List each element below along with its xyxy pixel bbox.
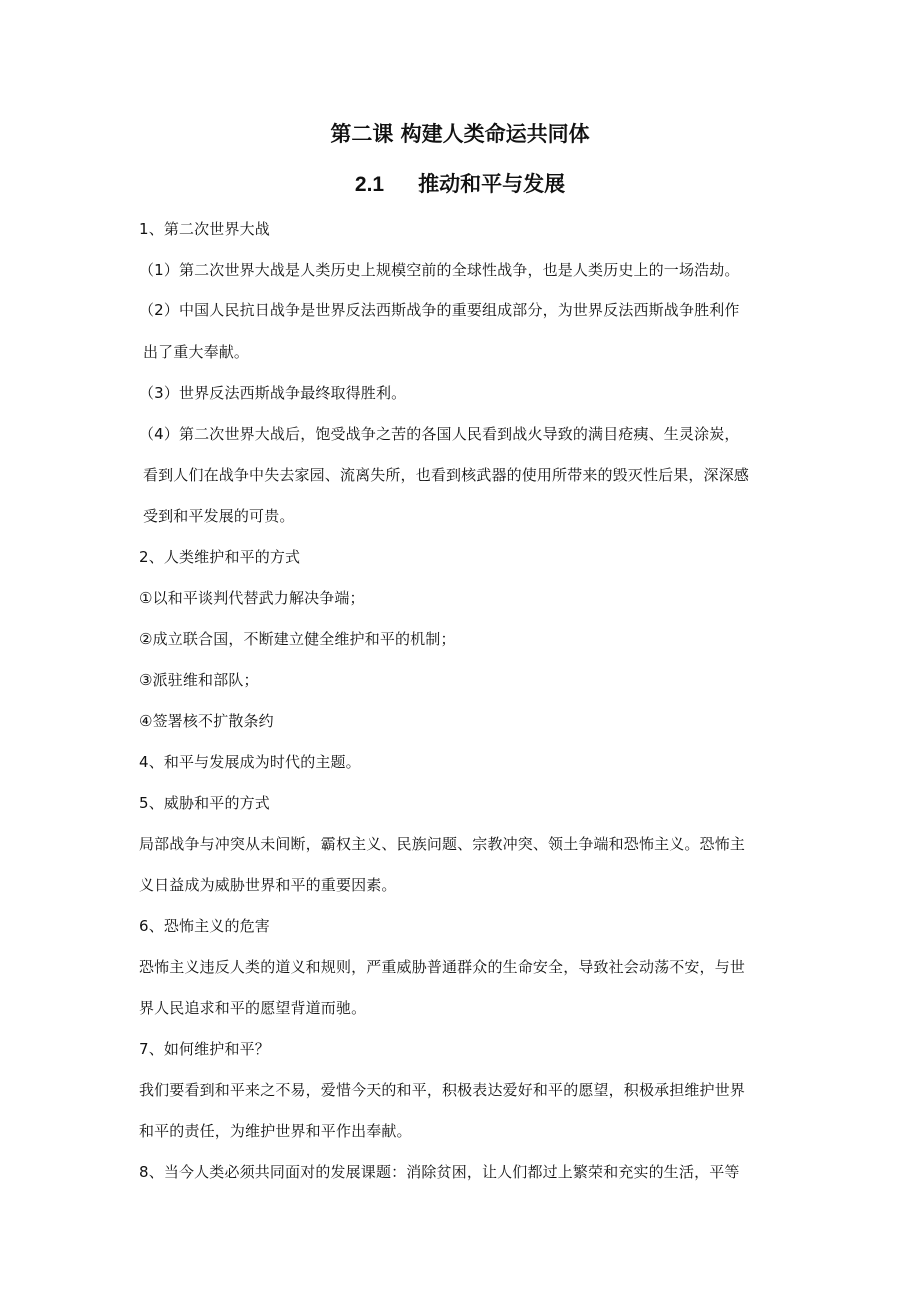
list-item: ①以和平谈判代替武力解决争端；: [139, 589, 365, 607]
paragraph-line: 义日益成为威胁世界和平的重要因素。: [139, 876, 397, 894]
heading-8: 8、当今人类必须共同面对的发展课题：消除贫困，让人们都过上繁荣和充实的生活，平等: [139, 1163, 740, 1181]
heading-2: 2、人类维护和平的方式: [139, 548, 301, 566]
section-heading: [0, 174, 920, 195]
list-item: ③派驻维和部队；: [139, 671, 259, 689]
paragraph-line: （3）世界反法西斯战争最终取得胜利。: [139, 384, 407, 402]
heading-5: 5、威胁和平的方式: [139, 794, 270, 812]
paragraph-line: 局部战争与冲突从未间断，霸权主义、民族问题、宗教冲突、领土争端和恐怖主义。恐怖主: [139, 835, 746, 853]
paragraph-line: （2）中国人民抗日战争是世界反法西斯战争的重要组成部分，为世界反法西斯战争胜利作: [139, 301, 740, 319]
section-number: 2.1: [354, 173, 385, 196]
paragraph-line: 界人民追求和平的愿望背道而驰。: [139, 999, 367, 1017]
paragraph-line: 受到和平发展的可贵。: [143, 507, 295, 525]
heading-4: 4、和平与发展成为时代的主题。: [139, 753, 361, 771]
document-title: 第二课 构建人类命运共同体: [330, 122, 590, 146]
heading-1: 1、第二次世界大战: [139, 220, 270, 238]
section-title: 推动和平与发展: [418, 172, 566, 196]
paragraph-line: 和平的责任，为维护世界和平作出奉献。: [139, 1122, 412, 1140]
paragraph-line: （4）第二次世界大战后，饱受战争之苦的各国人民看到战火导致的满目疮痍、生灵涂炭，: [139, 425, 740, 443]
heading-7: 7、如何维护和平？: [139, 1040, 270, 1058]
paragraph-line: 我们要看到和平来之不易，爱惜今天的和平，积极表达爱好和平的愿望，积极承担维护世界: [139, 1081, 746, 1099]
paragraph-line: 恐怖主义违反人类的道义和规则，严重威胁普通群众的生命安全，导致社会动荡不安，与世: [139, 958, 746, 976]
paragraph-line: （1）第二次世界大战是人类历史上规模空前的全球性战争，也是人类历史上的一场浩劫。: [139, 261, 740, 279]
paragraph-line: 看到人们在战争中失去家园、流离失所，也看到核武器的使用所带来的毁灭性后果，深深感: [143, 466, 750, 484]
paragraph-line: 出了重大奉献。: [143, 343, 250, 361]
heading-6: 6、恐怖主义的危害: [139, 917, 270, 935]
list-item: ②成立联合国，不断建立健全维护和平的机制；: [139, 630, 456, 648]
list-item: ④签署核不扩散条约: [139, 712, 274, 730]
